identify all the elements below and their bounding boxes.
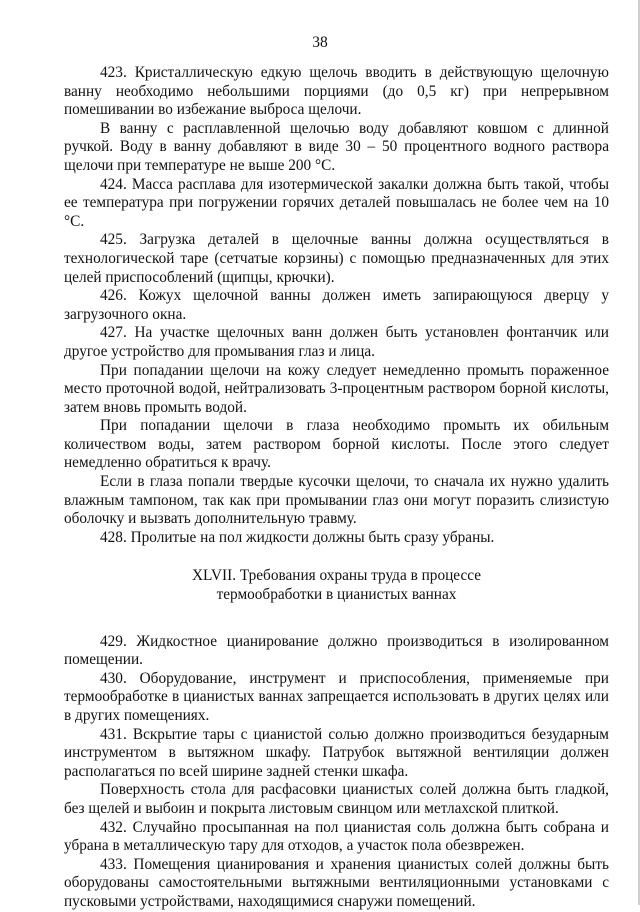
paragraph-alkali-water: В ванну с расплавленной щелочью воду добавляют ковшом с длинной ручкой. Воду в ванну добавляют в виде 30 – 50 процентного водного раствора щелочи при температуре не выше 200 °С. (64, 119, 609, 174)
paragraph-eye-contact: При попадании щелочи в глаза необходимо промыть их обильным количеством воды, затем раствором борной кислоты. После этого следует немедленно обратиться к врачу. (64, 417, 609, 472)
document-body (64, 64, 609, 912)
paragraph-426: 426. Кожух щелочной ванны должен иметь запирающуюся дверцу у загрузочного окна. (64, 287, 609, 323)
paragraph-solid-particles: Если в глаза попали твердые кусочки щелочи, то сначала их нужно удалить влажным тампоном, так как при промывании глаз они могут поразить слизистую оболочку и вызвать дополнительную травму. (64, 473, 609, 528)
paragraph-425: 425. Загрузка деталей в щелочные ванны должна осуществляться в технологической таре (сетчатые корзины) с помощью предназначенных для этих целей приспособлений (щипцы, крючки). (64, 231, 609, 286)
paragraph-skin-contact: При попадании щелочи на кожу следует немедленно промыть пораженное место проточной водой, нейтрализовать 3-процентным раствором борной кислоты, затем вновь промыть водой. (64, 361, 609, 416)
paragraph-430: 430. Оборудование, инструмент и приспособления, применяемые при термообработке в цианистых ваннах запрещается использовать в других целях или в других помещениях. (64, 669, 609, 724)
paragraph-429: 429. Жидкостное цианирование должно производиться в изолированном помещении. (64, 632, 609, 669)
paragraph-433: 433. Помещения цианирования и хранения цианистых солей должны быть оборудованы самостоятельными вытяжными вентиляционными установками с пусковыми устройствами, находящимися снаружи помещений. (64, 855, 609, 910)
page-number: 38 (312, 34, 328, 51)
section-heading (64, 567, 609, 604)
paragraph-428: 428. Пролитые на пол жидкости должны быть сразу убраны. (100, 528, 495, 546)
paragraph-427: 427. На участке щелочных ванн должен быть установлен фонтанчик или другое устройство для промывания глаз и лица. (64, 324, 609, 360)
section-heading-line-2: термообработки в цианистых ваннах (216, 586, 457, 604)
paragraph-424: 424. Масса расплава для изотермической закалки должна быть такой, чтобы ее температура при погружении горячих деталей повышалась не более чем на 10 °С. (64, 175, 609, 230)
paragraph-432: 432. Случайно просыпанная на пол цианистая соль должна быть собрана и убрана в металлическую тару для отходов, а участок пола обезврежен. (64, 818, 609, 855)
section-heading-line-1: XLVII. Требования охраны труда в процессе (191, 567, 482, 585)
paragraph-431: 431. Вскрытие тары с цианистой солью должно производиться безударным инструментом в вытяжном шкафу. Патрубок вытяжной вентиляции должен располагаться по всей ширине задней стенки шкафа. (64, 725, 609, 780)
paragraph-423: 423. Кристаллическую едкую щелочь вводить в действующую щелочную ванну необходимо небольшими порциями (до 0,5 кг) при непрерывном помешивании во избежание выброса щелочи. (64, 64, 609, 119)
paragraph-table-surface: Поверхность стола для расфасовки цианистых солей должна быть гладкой, без щелей и выбоин и покрыта листовым свинцом или метлахской плиткой. (64, 781, 609, 817)
